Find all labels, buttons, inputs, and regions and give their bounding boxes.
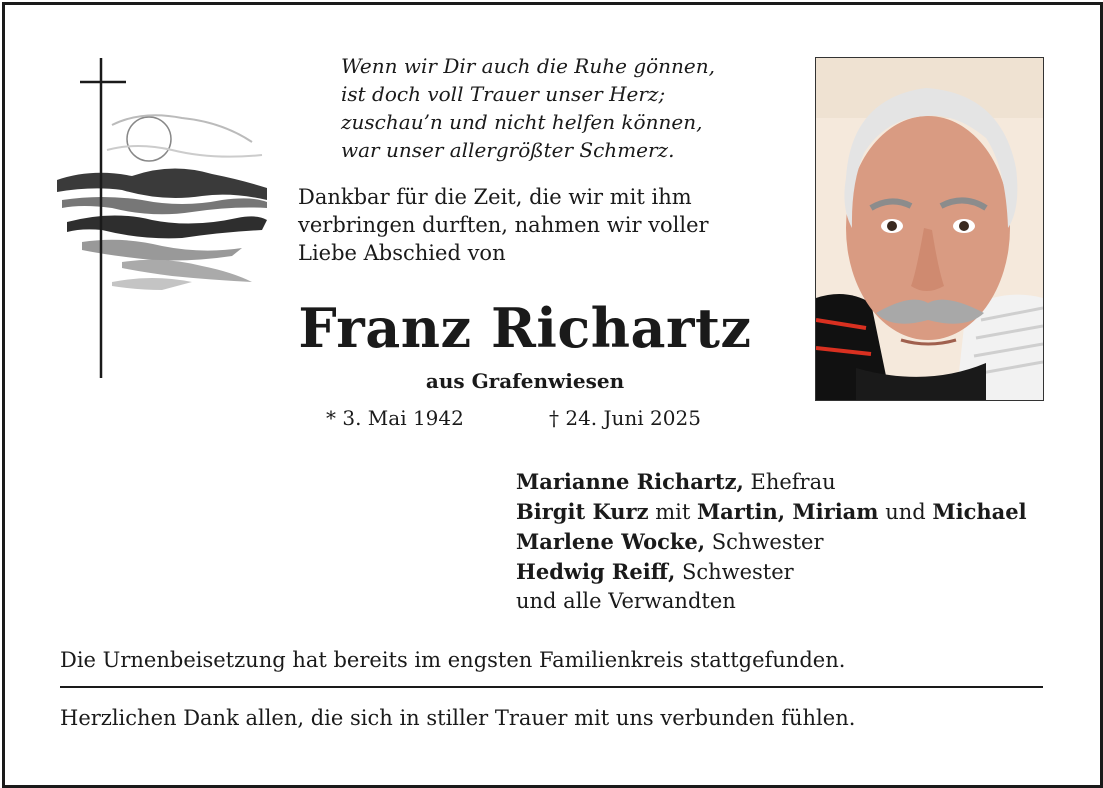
mourner-line: [516, 527, 1056, 557]
death-date: † 24. Juni 2025: [549, 406, 701, 430]
intro-line: Dankbar für die Zeit, die wir mit ihm: [298, 185, 692, 209]
mourner-line: [516, 557, 1056, 587]
intro-line: verbringen durften, nahmen wir voller: [298, 213, 709, 237]
mourner-line: und alle Verwandten: [516, 589, 736, 613]
connector-text: mit: [648, 500, 697, 524]
intro-text: [298, 183, 768, 267]
birth-date: * 3. Mai 1942: [326, 406, 464, 430]
mourner-relation: Ehefrau: [743, 470, 836, 494]
moon: [107, 115, 262, 161]
burial-note: Die Urnenbeisetzung hat bereits im engsten Familienkreis stattgefunden.: [60, 648, 846, 672]
poem-line: war unser allergrößter Schmerz.: [341, 138, 675, 162]
intro-line: Liebe Abschied von: [298, 241, 506, 265]
mourner-relation: Schwester: [705, 530, 824, 554]
connector-text: und: [878, 500, 933, 524]
poem-line: ist doch voll Trauer unser Herz;: [341, 82, 666, 106]
thanks-note: Herzlichen Dank allen, die sich in stiller Trauer mit uns verbunden fühlen.: [60, 706, 856, 730]
mourner-line: [516, 497, 1056, 527]
mourner-name: Birgit Kurz: [516, 499, 649, 524]
poem-line: Wenn wir Dir auch die Ruhe gönnen,: [341, 54, 715, 78]
memorial-poem: [341, 52, 781, 164]
deceased-name: Franz Richartz: [298, 296, 752, 360]
poem-line: zuschau’n und nicht helfen können,: [341, 110, 703, 134]
mourner-name: Michael: [932, 499, 1027, 524]
landscape-hills: [57, 168, 267, 290]
portrait-photo: [815, 57, 1044, 401]
divider-line: [60, 686, 1043, 688]
deceased-origin: aus Grafenwiesen: [425, 369, 625, 393]
mourners-list: [516, 467, 1056, 616]
mourner-name: Marlene Wocke,: [516, 529, 706, 554]
mourner-name: Hedwig Reiff,: [516, 559, 676, 584]
mourner-name: Martin, Miriam: [696, 499, 879, 524]
cross-landscape-illustration: [52, 50, 272, 390]
mourner-name: Marianne Richartz,: [516, 469, 744, 494]
mourner-line: [516, 467, 1056, 497]
mourner-relation: Schwester: [675, 560, 794, 584]
